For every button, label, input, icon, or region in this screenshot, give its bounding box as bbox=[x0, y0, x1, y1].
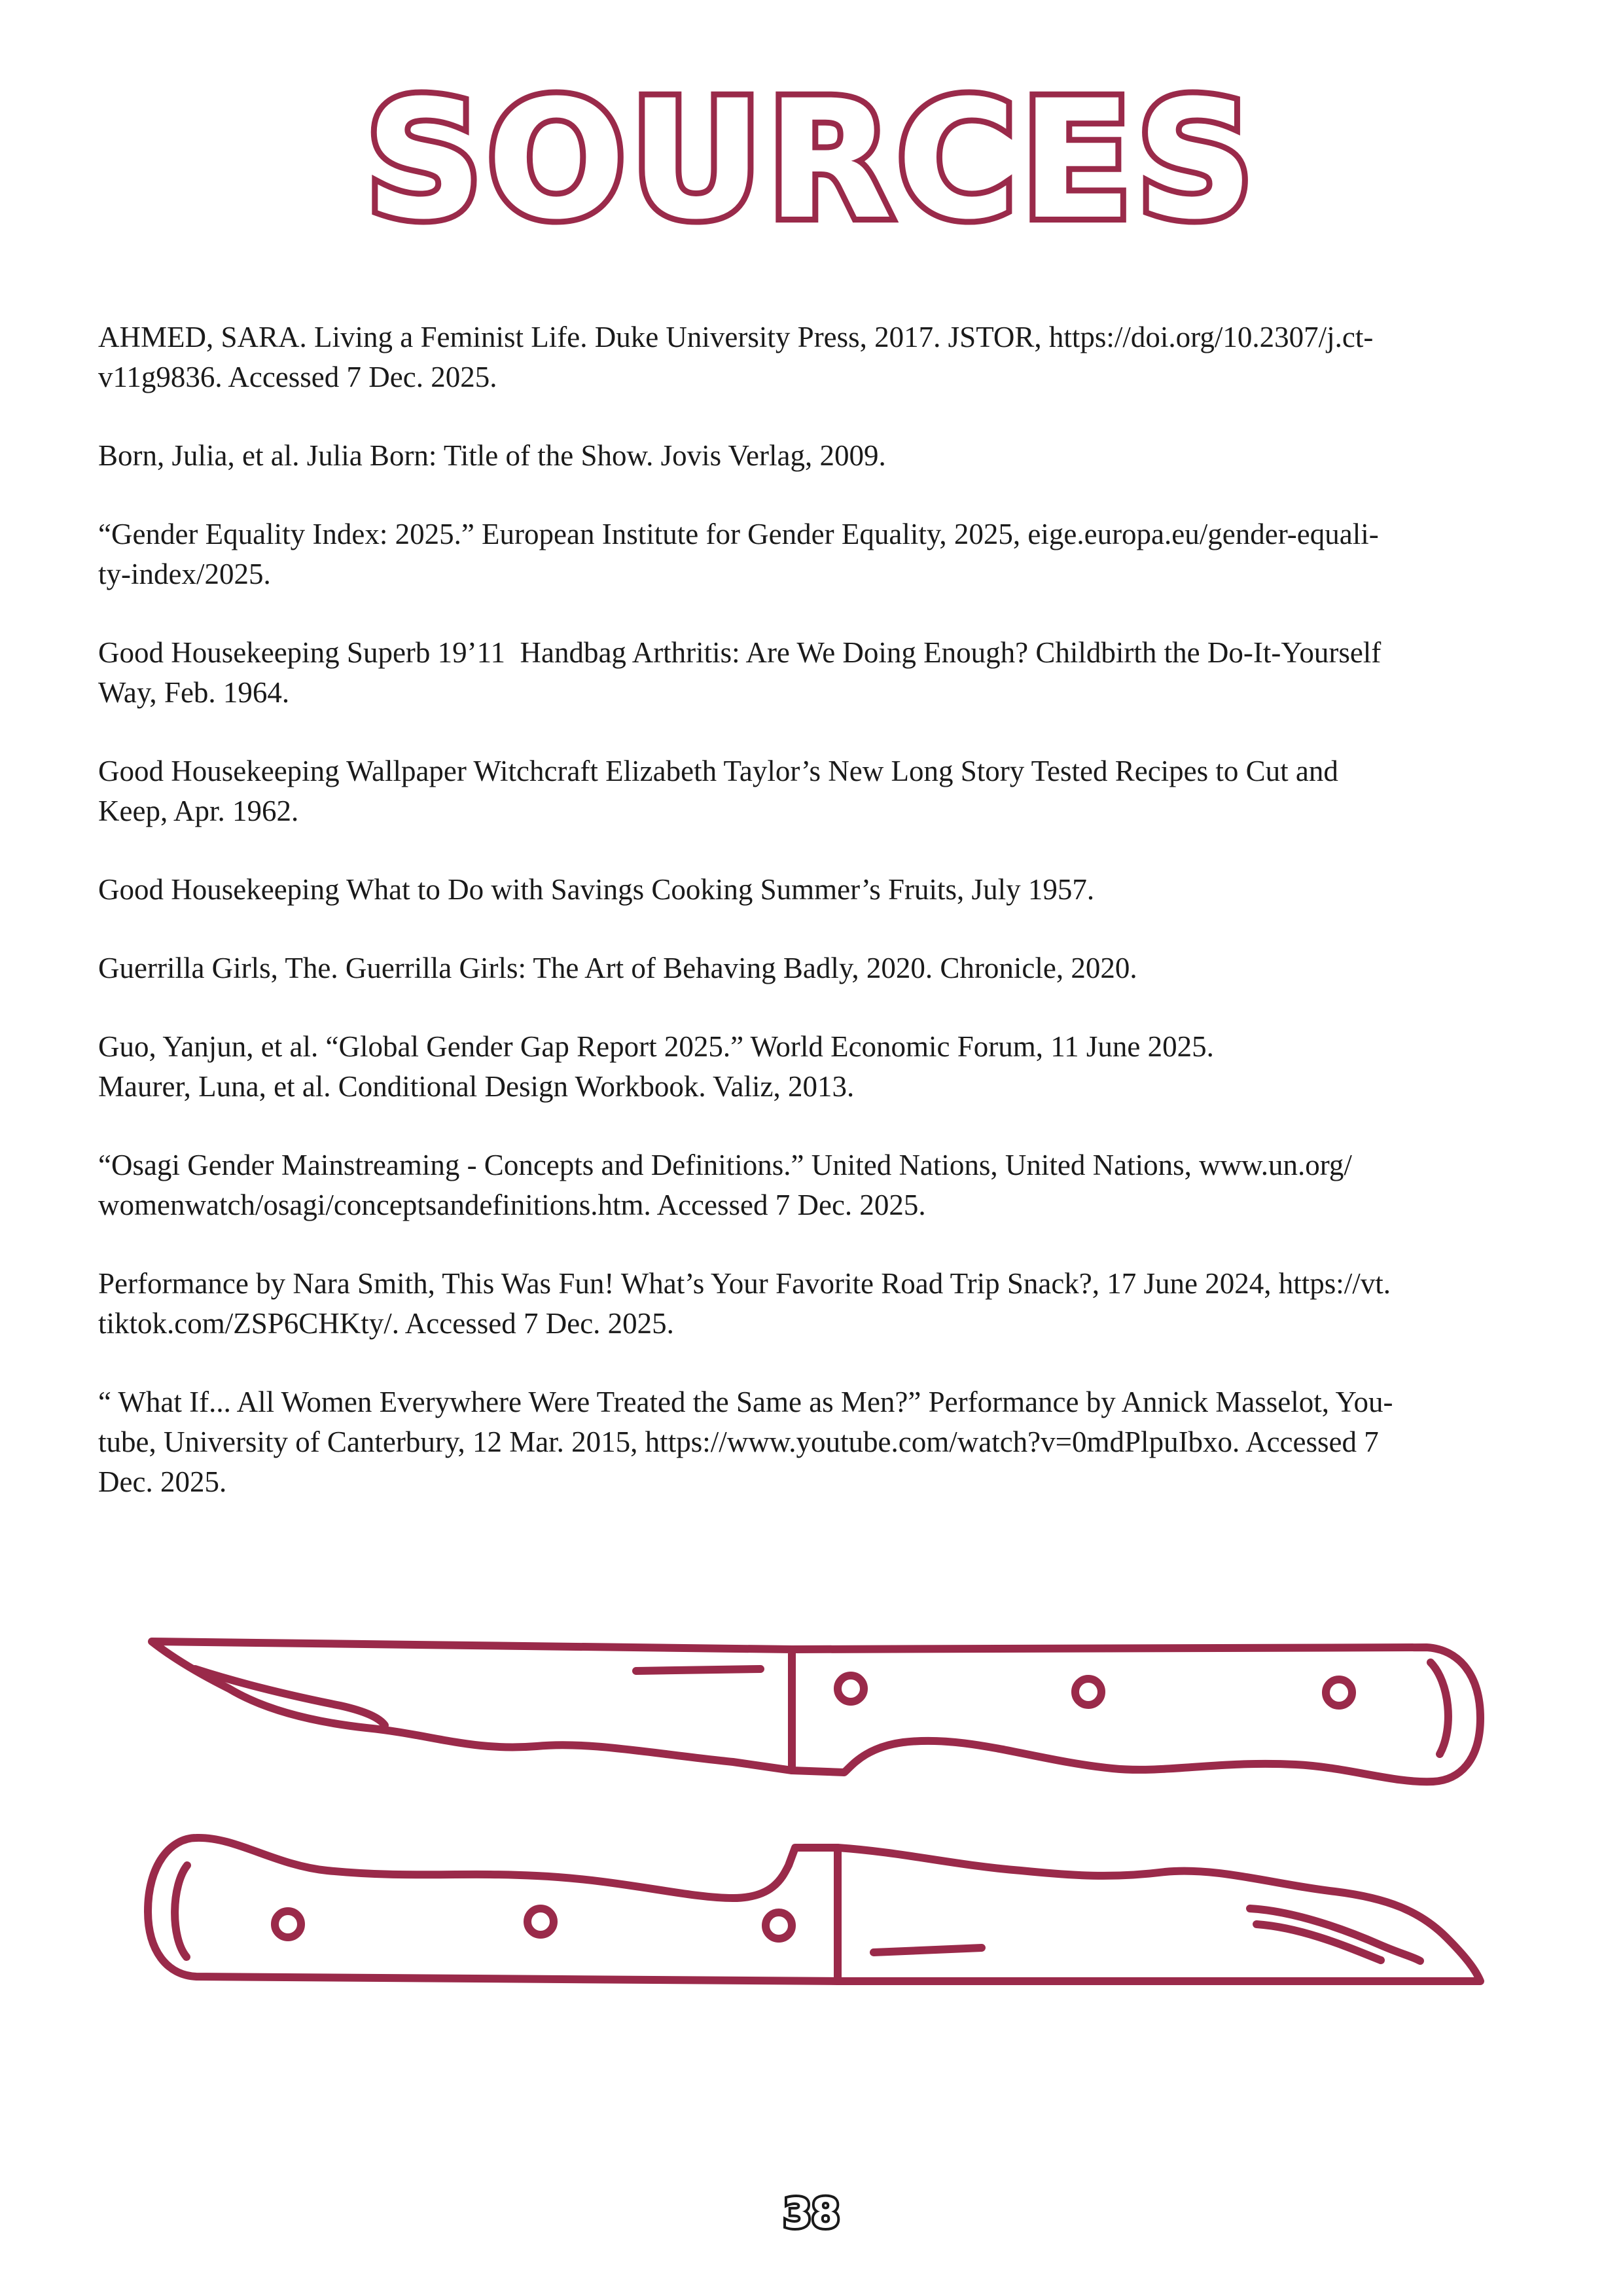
source-entry: AHMED, SARA. Living a Feminist Life. Duke University Press, 2017. JSTOR, https://doi.org/10.2307/j.ct- v11g9836. Accessed 7 Dec. 2025. bbox=[98, 321, 1374, 393]
bottom-knife-handle bbox=[148, 1838, 838, 1981]
source-entry: “Gender Equality Index: 2025.” European Institute for Gender Equality, 2025, eige.europa.eu/gender-equali- ty-index/2025. bbox=[98, 518, 1379, 590]
kitchen-knives-icon bbox=[0, 1597, 1623, 2029]
bottom-knife-blade bbox=[838, 1848, 1480, 1981]
top-knife-blade bbox=[152, 1641, 792, 1770]
page-number: 38 bbox=[783, 2189, 840, 2237]
sources-list bbox=[98, 317, 1531, 1541]
top-knife-handle bbox=[792, 1647, 1480, 1782]
source-entry: Good Housekeeping What to Do with Savings Cooking Summer’s Fruits, July 1957. bbox=[98, 873, 1095, 906]
source-entry: Good Housekeeping Wallpaper Witchcraft Elizabeth Taylor’s New Long Story Tested Recipes to Cut and Keep, Apr. 1962. bbox=[98, 755, 1338, 827]
source-entry: Good Housekeeping Superb 19’11 Handbag Arthritis: Are We Doing Enough? Childbirth the Do-It-Yourself Way, Feb. 1964. bbox=[98, 636, 1382, 709]
source-entry: Born, Julia, et al. Julia Born: Title of the Show. Jovis Verlag, 2009. bbox=[98, 439, 886, 472]
source-entry: Performance by Nara Smith, This Was Fun! What’s Your Favorite Road Trip Snack?, 17 June 2024, https://vt. tiktok.com/ZSP6CHKty/. Accessed 7 Dec. 2025. bbox=[98, 1267, 1391, 1340]
source-entry: Guerrilla Girls, The. Guerrilla Girls: The Art of Behaving Badly, 2020. Chronicle, 2020. bbox=[98, 952, 1137, 984]
source-entry: “ What If... All Women Everywhere Were Treated the Same as Men?” Performance by Annick Masselot, You- tube, University of Canterbury, 12 Mar. 2015, https://www.youtube.com/watch?v=0mdPlpuIbxo. Accessed 7 Dec. 2025. bbox=[98, 1386, 1393, 1498]
source-entry: Guo, Yanjun, et al. “Global Gender Gap Report 2025.” World Economic Forum, 11 June 2025. Maurer, Luna, et al. Conditional Design Workbook. Valiz, 2013. bbox=[98, 1030, 1214, 1103]
source-entry: “Osagi Gender Mainstreaming - Concepts and Definitions.” United Nations, United Nations, www.un.org/ womenwatch/osagi/conceptsandefinitions.htm. Accessed 7 Dec. 2025. bbox=[98, 1149, 1352, 1221]
page-title: SOURCES bbox=[365, 65, 1258, 255]
